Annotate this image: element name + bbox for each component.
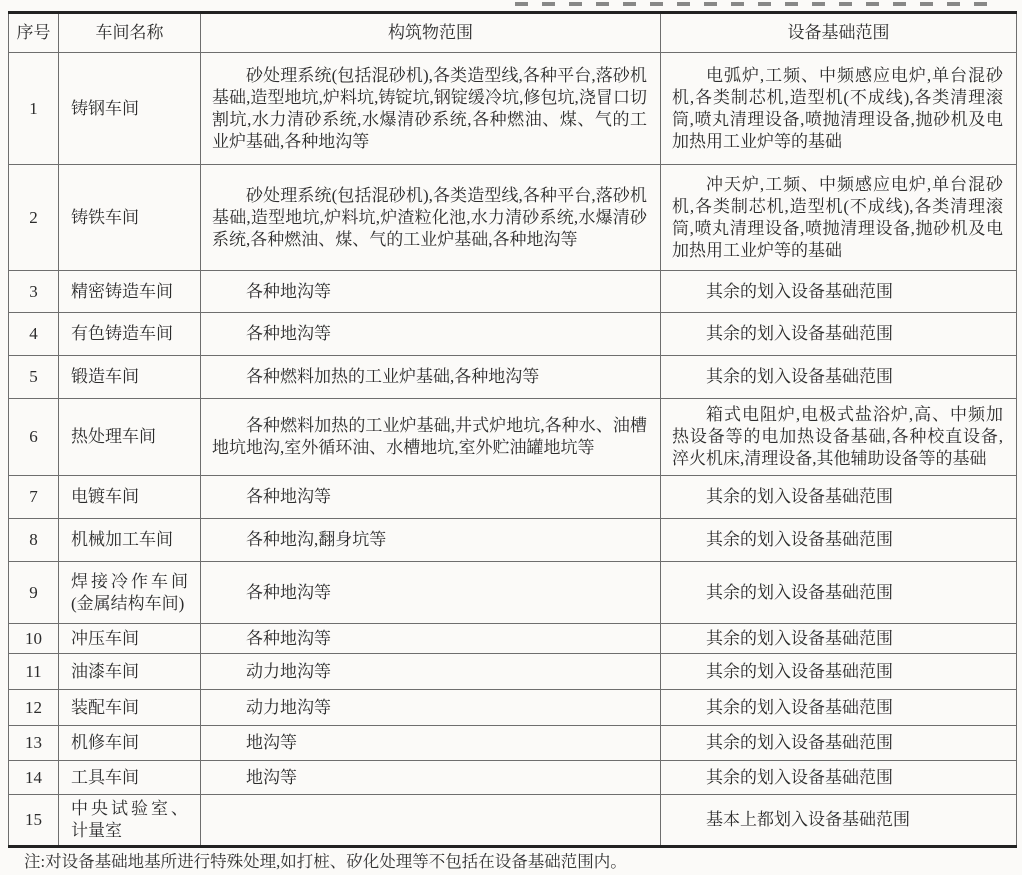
cell-no: 9 (9, 562, 59, 624)
table-row (9, 726, 1017, 761)
table-row (9, 690, 1017, 726)
cell-no: 6 (9, 399, 59, 476)
cell-no: 3 (9, 271, 59, 313)
clipped-page-title (515, 2, 995, 6)
cell-workshop: 热处理车间 (59, 399, 201, 476)
cell-workshop: 工具车间 (59, 761, 201, 795)
cell-workshop: 油漆车间 (59, 654, 201, 690)
header-row (9, 13, 1017, 53)
table-row (9, 562, 1017, 624)
cell-workshop: 锻造车间 (59, 356, 201, 399)
table-row (9, 271, 1017, 313)
cell-equipment: 其余的划入设备基础范围 (661, 562, 1017, 624)
cell-structures: 各种地沟等 (201, 313, 661, 356)
cell-workshop: 焊接冷作车间(金属结构车间) (59, 562, 201, 624)
cell-no: 11 (9, 654, 59, 690)
col-header-workshop: 车间名称 (59, 13, 201, 53)
table-row (9, 624, 1017, 654)
table-row (9, 654, 1017, 690)
cell-workshop: 冲压车间 (59, 624, 201, 654)
cell-equipment: 其余的划入设备基础范围 (661, 624, 1017, 654)
cell-equipment: 其余的划入设备基础范围 (661, 726, 1017, 761)
cell-structures: 动力地沟等 (201, 654, 661, 690)
cell-no: 14 (9, 761, 59, 795)
cell-equipment: 箱式电阻炉,电极式盐浴炉,高、中频加热设备等的电加热设备基础,各种校直设备,淬火机床,清理设备,其他辅助设备等的基础 (661, 399, 1017, 476)
cell-workshop: 铸铁车间 (59, 165, 201, 271)
table-row (9, 795, 1017, 847)
cell-no: 13 (9, 726, 59, 761)
cell-equipment: 冲天炉,工频、中频感应电炉,单台混砂机,各类制芯机,造型机(不成线),各类清理滚筒,喷丸清理设备,喷抛清理设备,抛砂机及电加热用工业炉等的基础 (661, 165, 1017, 271)
table-row (9, 53, 1017, 165)
cell-structures: 各种地沟等 (201, 476, 661, 519)
cell-structures (201, 795, 661, 847)
cell-equipment: 其余的划入设备基础范围 (661, 356, 1017, 399)
cell-structures: 各种燃料加热的工业炉基础,井式炉地坑,各种水、油槽地坑地沟,室外循环油、水槽地坑,室外贮油罐地坑等 (201, 399, 661, 476)
cell-equipment: 其余的划入设备基础范围 (661, 761, 1017, 795)
cell-structures: 各种地沟等 (201, 562, 661, 624)
cell-workshop: 机修车间 (59, 726, 201, 761)
cell-equipment: 其余的划入设备基础范围 (661, 654, 1017, 690)
cell-equipment: 其余的划入设备基础范围 (661, 271, 1017, 313)
cell-structures: 各种地沟等 (201, 624, 661, 654)
cell-structures: 各种地沟等 (201, 271, 661, 313)
table-row (9, 761, 1017, 795)
cell-workshop: 机械加工车间 (59, 519, 201, 562)
table-row (9, 519, 1017, 562)
cell-structures: 各种地沟,翻身坑等 (201, 519, 661, 562)
cell-no: 2 (9, 165, 59, 271)
cell-structures: 动力地沟等 (201, 690, 661, 726)
col-header-no: 序号 (9, 13, 59, 53)
table-body (9, 53, 1017, 847)
cell-workshop: 铸钢车间 (59, 53, 201, 165)
table-header (9, 13, 1017, 53)
cell-equipment: 基本上都划入设备基础范围 (661, 795, 1017, 847)
workshop-foundation-scope-table (8, 11, 1017, 848)
cell-equipment: 其余的划入设备基础范围 (661, 690, 1017, 726)
cell-structures: 地沟等 (201, 726, 661, 761)
cell-structures: 砂处理系统(包括混砂机),各类造型线,各种平台,落砂机基础,造型地坑,炉料坑,炉渣粒化池,水力清砂系统,水爆清砂系统,各种燃油、煤、气的工业炉基础,各种地沟等 (201, 165, 661, 271)
cell-equipment: 其余的划入设备基础范围 (661, 519, 1017, 562)
table-row (9, 356, 1017, 399)
cell-no: 4 (9, 313, 59, 356)
cell-no: 12 (9, 690, 59, 726)
cell-workshop: 装配车间 (59, 690, 201, 726)
cell-equipment: 其余的划入设备基础范围 (661, 476, 1017, 519)
cell-no: 1 (9, 53, 59, 165)
cell-no: 10 (9, 624, 59, 654)
table-row (9, 476, 1017, 519)
cell-workshop: 有色铸造车间 (59, 313, 201, 356)
cell-structures: 地沟等 (201, 761, 661, 795)
cell-workshop: 精密铸造车间 (59, 271, 201, 313)
col-header-equipment: 设备基础范围 (661, 13, 1017, 53)
table-row (9, 165, 1017, 271)
cell-structures: 各种燃料加热的工业炉基础,各种地沟等 (201, 356, 661, 399)
cell-workshop: 中央试验室、计量室 (59, 795, 201, 847)
cell-no: 15 (9, 795, 59, 847)
cell-structures: 砂处理系统(包括混砂机),各类造型线,各种平台,落砂机基础,造型地坑,炉料坑,铸锭坑,钢锭缓冷坑,修包坑,浇冒口切割坑,水力清砂系统,水爆清砂系统,各种燃油、煤、气的工业炉基础,各种地沟等 (201, 53, 661, 165)
cell-equipment: 其余的划入设备基础范围 (661, 313, 1017, 356)
table-row (9, 313, 1017, 356)
cell-no: 7 (9, 476, 59, 519)
col-header-structures: 构筑物范围 (201, 13, 661, 53)
cell-equipment: 电弧炉,工频、中频感应电炉,单台混砂机,各类制芯机,造型机(不成线),各类清理滚筒,喷丸清理设备,喷抛清理设备,抛砂机及电加热用工业炉等的基础 (661, 53, 1017, 165)
cell-no: 5 (9, 356, 59, 399)
cell-workshop: 电镀车间 (59, 476, 201, 519)
cell-no: 8 (9, 519, 59, 562)
table-footnote: 注:对设备基础地基所进行特殊处理,如打桩、矽化处理等不包括在设备基础范围内。 (24, 852, 627, 871)
table-row (9, 399, 1017, 476)
